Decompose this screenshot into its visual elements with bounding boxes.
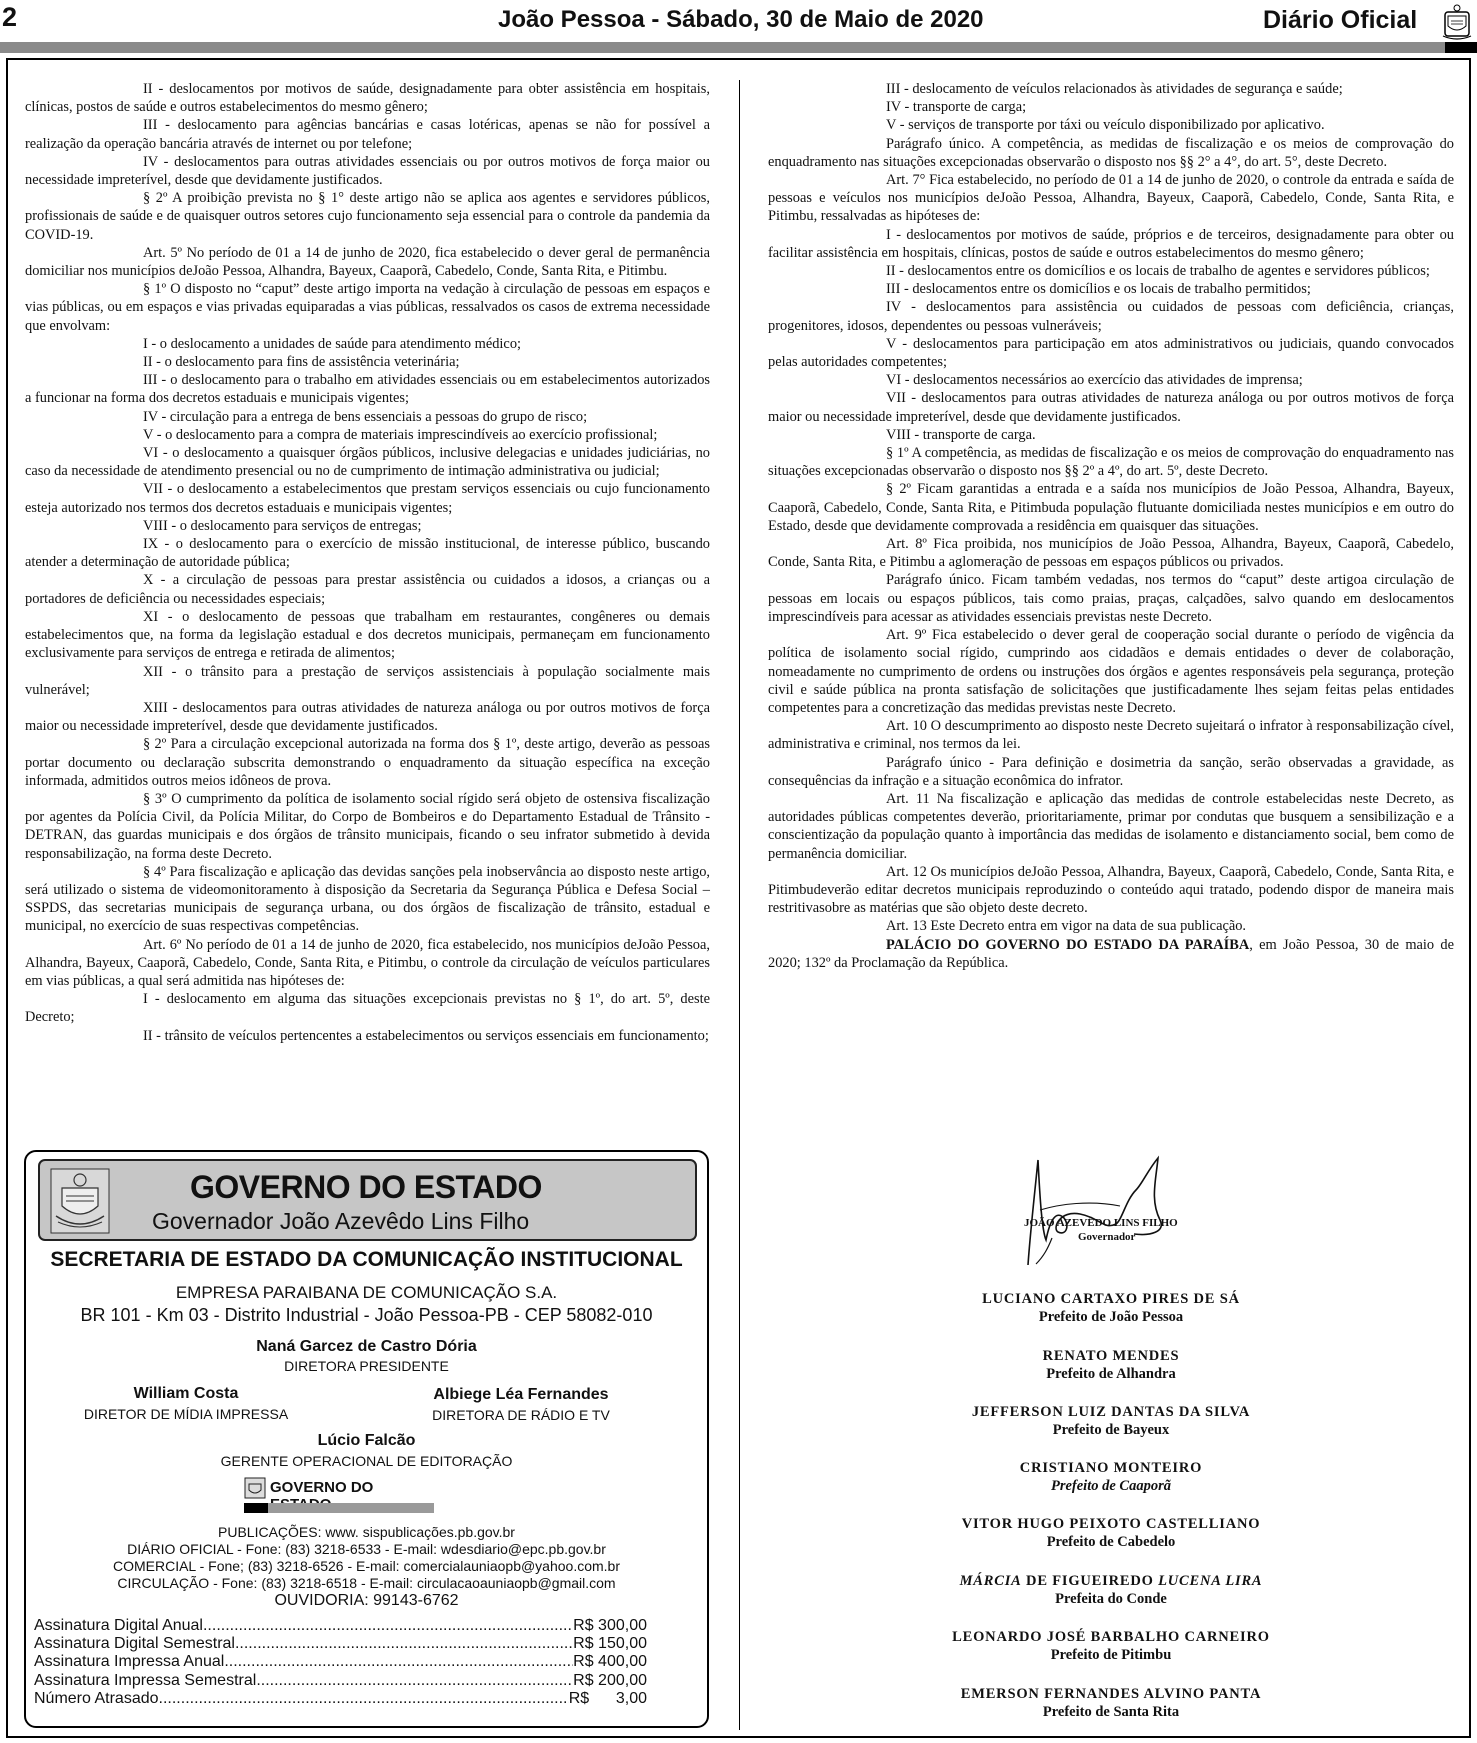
leader-dots — [224, 1653, 573, 1671]
leader-dots — [256, 1672, 573, 1690]
paragraph: XI - o deslocamento de pessoas que trabalham em restaurantes, congêneres ou demais estabelecimentos que, na forma da legislação estadual e dos decretos municipais, permaneçam em funcionamento exclusivamente para serviços de entrega e retirada de alimentos; — [25, 608, 710, 662]
governor-name: JOÃO AZEVÊDO LINS FILHO — [1024, 1217, 1178, 1229]
paragraph: V - serviços de transporte por táxi ou veículo disponibilizado por aplicativo. — [886, 117, 1325, 134]
page-number: 2 — [2, 2, 18, 32]
price-label: Assinatura Digital Semestral — [34, 1635, 235, 1653]
price-row — [34, 1653, 647, 1671]
logo-bar-black — [244, 1503, 268, 1513]
paragraph: I - deslocamentos por motivos de saúde, próprios e de terceiros, designadamente para obter ou facilitar assistência em hospitais, clínicas, postos de saúde e outros estabelecimentos do mesmo gênero; — [768, 226, 1454, 261]
paragraph: Art. 6º No período de 01 a 14 de junho de 2020, fica estabelecido, nos municípios deJoão Pessoa, Alhandra, Bayeux, Caaporã, Cabedelo, Conde, Santa Rita, e Pitimbu, o controle da circulação de veículos particulares em vias públicas, a qual será admitida nas hipóteses de: — [25, 936, 710, 989]
mayor-signature — [760, 1290, 1462, 1326]
paragraph: IX - o deslocamento para o exercício de missão institucional, de interesse público, buscando atender a determinação de autoridade pública; — [25, 536, 710, 571]
paragraph: III - deslocamento para agências bancárias e casas lotéricas, apenas se não for possível a realização da operação bancária através de internet ou por telefone; — [25, 117, 710, 152]
paragraph: II - trânsito de veículos pertencentes a estabelecimentos ou serviços essenciais em funcionamento; — [143, 1027, 709, 1044]
paragraph: Art. 9º Fica estabelecido o dever geral de cooperação social durante o período de vigência da política de isolamento social rígido, cumprindo aos cidadãos e demais entidades o dever de colaboração, nomeadamente no cumprimento de ordens ou instruções dos órgãos e agentes responsáveis pela segurança, proteção civil e saúde pública na pronta satisfação de solicitações que justificadamente lhes sejam feitas pelas entidades competentes para a concretização das medidas previstas neste Decreto. — [768, 627, 1454, 716]
paragraph: Art. 8º Fica proibida, nos municípios de João Pessoa, Alhandra, Bayeux, Caaporã, Cabedelo, Conde, Santa Rita, e Pitimbu a aglomeração de pessoas em espaços públicos ou privados. — [768, 536, 1454, 571]
leader-dots — [203, 1617, 573, 1635]
price-value: R$ 200,00 — [573, 1671, 647, 1689]
price-label: Assinatura Impressa Anual — [34, 1653, 225, 1671]
page-header — [0, 0, 1477, 40]
mayor-name — [760, 1572, 1462, 1590]
secretaria-name: SECRETARIA DE ESTADO DA COMUNICAÇÃO INSTITUCIONAL — [50, 1248, 683, 1271]
logo-bar-grey — [268, 1503, 434, 1513]
price-row — [34, 1635, 647, 1653]
mayor-role: Prefeito de Santa Rita — [1042, 1704, 1180, 1720]
mayor-name: LUCIANO CARTAXO PIRES DE SÁ — [982, 1291, 1240, 1307]
banner-title: GOVERNO DO ESTADO — [190, 1169, 542, 1205]
mayor-name-part: MÁRCIA — [959, 1573, 1022, 1589]
paragraph: Art. 10 O descumprimento ao disposto neste Decreto sujeitará o infrator à responsabilização cível, administrativa e criminal, nos termos da lei. — [768, 718, 1454, 753]
mayor-role: Prefeito de Bayeux — [1052, 1422, 1170, 1438]
paragraph: III - deslocamentos entre os domicílios e os locais de trabalho permitidos; — [886, 281, 1311, 298]
closing-rest: , em João Pessoa, 30 de maio de 2020; 132º da Proclamação da República. — [768, 936, 1455, 971]
mayor-role: Prefeita do Conde — [1055, 1591, 1167, 1607]
mayor-name: LEONARDO JOSÉ BARBALHO CARNEIRO — [952, 1629, 1270, 1645]
mayor-name-part: DE FIGUEIREDO — [1021, 1573, 1159, 1589]
paragraph: Art. 13 Este Decreto entra em vigor na data de sua publicação. — [886, 918, 1247, 935]
paragraph: IV - deslocamentos para assistência ou cuidados de pessoas com deficiência, crianças, progenitores, idosos, dependentes ou pessoas vulneráveis; — [768, 299, 1454, 334]
state-crest-icon — [244, 1477, 266, 1499]
header-rule-grey — [0, 42, 1445, 53]
staff-name: Lúcio Falcão — [317, 1432, 416, 1449]
price-label: Número Atrasado — [34, 1689, 159, 1707]
closing-paragraph — [768, 936, 1454, 972]
paragraph: XIII - deslocamentos para outras atividades de natureza análoga ou por outros motivos de força maior ou necessidade impreterível, desde que devidamente justificados. — [25, 699, 710, 735]
paragraph: V - deslocamentos para participação em atos administrativos ou judiciais, quando convocados pelas autoridades competentes; — [768, 335, 1454, 371]
paragraph: VIII - o deslocamento para serviços de entregas; — [143, 517, 422, 534]
company-address: BR 101 - Km 03 - Distrito Industrial - João Pessoa-PB - CEP 58082-010 — [80, 1305, 653, 1325]
paragraph: § 2º Ficam garantidas a entrada e a saída nos municípios de João Pessoa, Alhandra, Bayeux, Caaporã, Cabedelo, Conde, Santa Rita, e Pitimbuda população flutuante domiciliada nestes municípios e em outro do Estado, desde que devidamente comprovada a residência em quaisquer das situações. — [768, 481, 1454, 534]
price-label: Assinatura Impressa Semestral — [34, 1671, 257, 1689]
paragraph: IV - deslocamentos para outras atividades essenciais ou por outros motivos de força maior ou necessidade impreterível, desde que devidamente justificados. — [25, 153, 710, 189]
staff-role: DIRETOR DE MÍDIA IMPRESSA — [83, 1406, 289, 1422]
paragraph: III - deslocamento de veículos relacionados às atividades de segurança e saúde; — [886, 81, 1343, 97]
paragraph: Parágrafo único - Para definição e dosimetria da sanção, serão observadas a gravidade, as consequências da infração e a situação econômica do infrator. — [768, 754, 1454, 789]
governor-role: Governador — [1078, 1231, 1136, 1243]
paragraph: Art. 7° Fica estabelecido, no período de 01 a 14 de junho de 2020, o controle da entrada e saída de pessoas e veículos nos municípios deJoão Pessoa, Alhandra, Bayeux, Caaporã, Cabedelo, Conde, Santa Rita, e Pitimbu, ressalvadas as hipóteses de: — [768, 172, 1454, 225]
price-row — [34, 1672, 647, 1690]
mayor-name: EMERSON FERNANDES ALVINO PANTA — [960, 1686, 1262, 1702]
closing-bold: PALÁCIO DO GOVERNO DO ESTADO DA PARAÍBA — [886, 936, 1250, 953]
header-rule-black — [1445, 42, 1477, 53]
leader-dots — [159, 1690, 569, 1708]
mayor-signature — [760, 1403, 1462, 1439]
paragraph: § 3º O cumprimento da política de isolamento social rígido será objeto de ostensiva fiscalização por agentes da Polícia Civil, da Polícia Militar, do Corpo de Bombeiros e do Departamento Estadual de Trânsito - DETRAN, das guardas municipais e dos órgãos de trânsito municipais, ficando o seu infrator submetido à devida responsabilização, na forma deste Decreto. — [25, 790, 710, 862]
expediente-box — [24, 1150, 709, 1728]
column-divider — [739, 80, 740, 1730]
price-value: R$ 300,00 — [573, 1617, 647, 1634]
mayor-role: Prefeito de João Pessoa — [1038, 1309, 1184, 1325]
contact-line: CIRCULAÇÃO - Fone: (83) 3218-6518 - E-mail: circulacaoauniaopb@gmail.com — [117, 1575, 616, 1591]
mayor-role: Prefeito de Cabedelo — [1046, 1534, 1176, 1550]
contact-line: COMERCIAL - Fone; (83) 3218-6526 - E-mail: comercialauniaopb@yahoo.com.br — [112, 1558, 621, 1574]
paragraph: VII - o deslocamento a estabelecimentos que prestam serviços essenciais ou cujo funcionamento esteja autorizado nos termos dos decretos estaduais e municipais vigentes; — [25, 481, 710, 516]
price-value: R$ 150,00 — [573, 1635, 647, 1653]
paragraph: Parágrafo único. Ficam também vedadas, nos termos do “caput” deste artigoa circulação de pessoas em locais ou espaços públicos, tais como praias, praças, calçadões, salvo quando em deslocamentos imprescindíveis para acessar as atividades essenciais previstas neste Decreto. — [768, 572, 1454, 625]
paragraph: Parágrafo único. A competência, as medidas de fiscalização e os meios de comprovação do enquadramento nas situações excepcionadas observarão o disposto nos §§ 2° a 4°, do art. 5°, deste Decreto. — [768, 135, 1454, 170]
state-crest-icon — [50, 1168, 110, 1234]
mayor-signature — [760, 1572, 1462, 1608]
paragraph: § 1º A competência, as medidas de fiscalização e os meios de comprovação do enquadramento nas situações excepcionadas observarão o disposto nos §§ 2º a 4º, do art. 5º, deste Decreto. — [768, 445, 1454, 480]
paragraph: II - o deslocamento para fins de assistência veterinária; — [143, 354, 460, 371]
staff-name: Naná Garcez de Castro Dória — [256, 1338, 477, 1355]
company-name: EMPRESA PARAIBANA DE COMUNICAÇÃO S.A. — [175, 1283, 558, 1302]
price-row — [34, 1690, 647, 1708]
mayor-role: Prefeito de Alhandra — [1046, 1366, 1176, 1382]
mayor-role: Prefeito de Caaporã — [1050, 1478, 1171, 1494]
banner-subtitle: Governador João Azevêdo Lins Filho — [152, 1208, 530, 1234]
staff-name: Albiege Léa Fernandes — [433, 1386, 609, 1403]
mayor-name: VITOR HUGO PEIXOTO CASTELLIANO — [961, 1516, 1261, 1532]
mayor-signature — [760, 1515, 1462, 1551]
signature-scribble — [1000, 1140, 1180, 1270]
paragraph: III - o deslocamento para o trabalho em atividades essenciais ou em estabelecimentos autorizados a funcionar na forma dos decretos estaduais e municipais vigentes; — [25, 372, 710, 407]
mayor-name: CRISTIANO MONTEIRO — [1019, 1460, 1203, 1476]
paragraph: Art. 11 Na fiscalização e aplicação das medidas de controle estabelecidas neste Decreto, as autoridades públicas competentes deverão, prioritariamente, primar por condutas que busquem a sensibilização e a conscientização da população quanto à importância das medidas de isolamento e distanciamento social, bem como de permanência domiciliar. — [768, 790, 1454, 862]
mayor-name: JEFFERSON LUIZ DANTAS DA SILVA — [971, 1404, 1251, 1420]
paragraph: Art. 5º No período de 01 a 14 de junho de 2020, fica estabelecido o dever geral de permanência domiciliar nos municípios deJoão Pessoa, Alhandra, Bayeux, Caaporã, Cabedelo, Conde, Santa Rita, e Pitimbu. — [25, 244, 710, 280]
price-value: R$ 400,00 — [573, 1653, 647, 1671]
small-logo-text: GOVERNO DO — [270, 1479, 374, 1496]
price-label: Assinatura Digital Anual — [34, 1617, 203, 1634]
subscription-price-list — [34, 1617, 647, 1708]
paragraph: § 2º A proibição prevista no § 1° deste artigo não se aplica aos agentes e servidores públicos, profissionais de saúde e de quaisquer outros setores cujo funcionamento seja essencial para o controle da pandemia da COVID-19. — [25, 190, 710, 243]
paragraph: XII - o trânsito para a prestação de serviços assistenciais à população socialmente mais vulnerável; — [25, 663, 710, 698]
paragraph: IV - circulação para a entrega de bens essenciais a pessoas do grupo de risco; — [143, 408, 588, 425]
paragraph: II - deslocamentos entre os domicílios e os locais de trabalho de agentes e servidores públicos; — [886, 263, 1430, 280]
staff-role: DIRETORA PRESIDENTE — [284, 1358, 449, 1374]
price-row — [34, 1617, 647, 1635]
paragraph: VI - o deslocamento a quaisquer órgãos públicos, inclusive delegacias e unidades judiciárias, no caso da necessidade de atendimento presencial ou no de cumprimento de intimação administrativa ou judicial; — [25, 445, 710, 480]
state-crest-icon — [1440, 2, 1474, 42]
left-column — [25, 80, 710, 1045]
staff-role: GERENTE OPERACIONAL DE EDITORAÇÃO — [220, 1453, 513, 1469]
paragraph: VIII - transporte de carga. — [886, 426, 1036, 443]
mayor-name-part: LUCENA LIRA — [1158, 1573, 1263, 1589]
paragraph: Art. 12 Os municípios deJoão Pessoa, Alhandra, Bayeux, Caaporã, Cabedelo, Conde, Santa Rita, e Pitimbudeverão editar decretos municipais reproduzindo o conteúdo aqui tratado, podendo dispor de maneira mais restritivasobre as matérias que são objeto deste decreto. — [768, 863, 1454, 917]
paragraph: § 1º O disposto no “caput” deste artigo importa na vedação à circulação de pessoas em espaços e vias públicas, ou em espaços e vias privadas equiparadas a vias públicas, ressalvados os casos de extrema necessidade que envolvam: — [25, 281, 710, 334]
brand-title: Diário Oficial — [1263, 6, 1418, 34]
mayor-name: RENATO MENDES — [1042, 1348, 1180, 1364]
paragraph: I - o deslocamento a unidades de saúde para atendimento médico; — [143, 335, 522, 352]
contact-line: PUBLICAÇÕES: www. sispublicações.pb.gov.br — [218, 1524, 515, 1540]
paragraph: VI - deslocamentos necessários ao exercício das atividades de imprensa; — [886, 372, 1303, 389]
paragraph: § 4º Para fiscalização e aplicação das devidas sanções pela inobservância ao disposto neste artigo, será utilizado o sistema de videomonitoramento à disposição da Secretaria da Segurança Pública e Defesa Social – SSPDS, das secretarias municipais de segurança urbana, ou dos órgãos de fiscalização de trânsito, estadual e municipal, no exercício de suas respectivas competências. — [25, 863, 710, 935]
staff-name: William Costa — [133, 1385, 239, 1402]
paragraph: X - a circulação de pessoas para prestar assistência ou cuidados a idosos, a crianças ou a portadores de deficiência ou necessidades especiais; — [25, 572, 710, 607]
contact-line: DIÁRIO OFICIAL - Fone: (83) 3218-6533 - E-mail: wdesdiario@epc.pb.gov.br — [127, 1541, 606, 1557]
government-banner — [38, 1159, 697, 1241]
date-line: João Pessoa - Sábado, 30 de Maio de 2020 — [498, 6, 984, 33]
ouvidoria-line: OUVIDORIA: 99143-6762 — [274, 1592, 459, 1609]
small-government-logo — [242, 1477, 432, 1497]
paragraph: VII - deslocamentos para outras atividades de natureza análoga ou por outros motivos de força maior ou necessidade impreterível, desde que devidamente justificados. — [768, 390, 1454, 425]
paragraph: § 2º Para a circulação excepcional autorizada na forma dos § 1º, deste artigo, deverão as pessoas portar documento ou declaração subscrita demonstrando o enquadramento da situação específica na exceção informada, admitidos outros meios idôneos de prova. — [25, 736, 710, 789]
paragraph: II - deslocamentos por motivos de saúde, designadamente para obter assistência em hospitais, clínicas, postos de saúde e outros estabelecimentos do mesmo gênero; — [25, 81, 710, 116]
mayor-signature — [760, 1459, 1462, 1495]
mayor-signature — [760, 1628, 1462, 1664]
price-value: R$ 3,00 — [568, 1689, 647, 1707]
mayor-signature — [760, 1347, 1462, 1383]
right-column — [768, 80, 1454, 972]
paragraph: IV - transporte de carga; — [886, 99, 1027, 116]
paragraph: I - deslocamento em alguma das situações excepcionais previstas no § 1º, do art. 5º, deste Decreto; — [25, 991, 710, 1026]
staff-role: DIRETORA DE RÁDIO E TV — [432, 1407, 610, 1423]
leader-dots — [235, 1635, 573, 1653]
paragraph: V - o deslocamento para a compra de materiais imprescindíveis ao exercício profissional; — [143, 426, 658, 443]
mayor-role: Prefeito de Pitimbu — [1050, 1647, 1172, 1663]
mayor-signature — [760, 1685, 1462, 1721]
